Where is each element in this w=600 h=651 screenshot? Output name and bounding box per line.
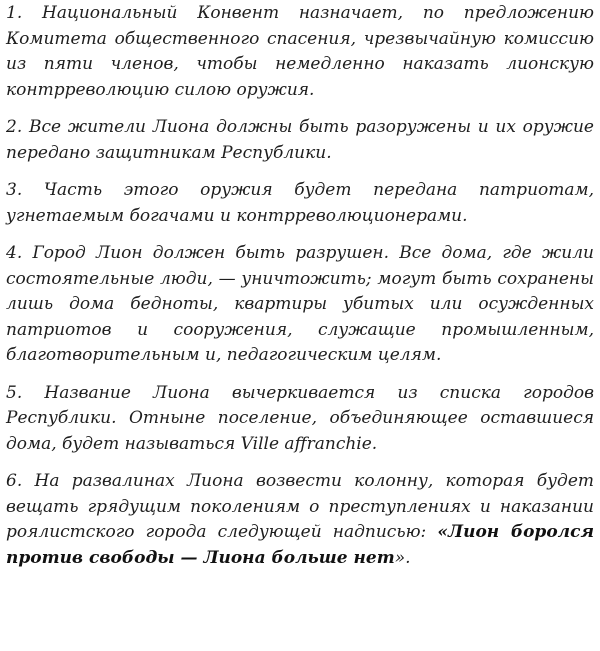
decree-item-5 (6, 381, 594, 458)
decree-item-6 (6, 469, 594, 571)
item-number: 5. (6, 382, 23, 403)
decree-item-3 (6, 178, 594, 229)
item-text: Часть этого оружия будет передана патриотам, угнетаемым богачами и контрреволюционерами. (6, 180, 595, 226)
item-text: Все жители Лиона должны быть разоружены и их оружие передано защитникам Республики. (6, 117, 594, 163)
item-text: Название Лиона вычеркивается из списка городов Республики. Отныне поселение, объединяющее оставшиеся дома, будет называться Ville affranchie. (6, 382, 595, 454)
quote-close-mark: ». (394, 547, 411, 568)
decree-item-4 (6, 241, 594, 369)
item-number: 3. (6, 180, 23, 200)
item-number: 1. (6, 3, 23, 23)
item-text: Город Лион должен быть разрушен. Все дома, где жили состоятельные люди, — уничтожить; могут быть сохранены лишь дома бедноты, квартиры убитых или осужденных патриотов и сооружения, служащие промышленным, благотворительным и, педагогическим целям. (6, 243, 594, 365)
decree-item-1 (6, 1, 594, 103)
item-text: Национальный Конвент назначает, по предложению Комитета общественного спасения, чрезвычайную комиссию из пяти членов, чтобы немедленно наказать лионскую контрреволюцию силою оружия. (6, 3, 595, 100)
monument-inscription: Лион боролся против свободы — Лиона больше нет (6, 522, 594, 568)
item-text: На развалинах Лиона возвести колонну, которая будет вещать грядущим поколениям о преступлениях и наказании роялистского города следующей надписью: (6, 471, 595, 542)
decree-item-2 (6, 115, 594, 166)
item-number: 2. (6, 117, 23, 137)
item-number: 4. (6, 243, 23, 263)
item-number: 6. (6, 471, 23, 491)
quote-open-mark: « (437, 522, 449, 542)
